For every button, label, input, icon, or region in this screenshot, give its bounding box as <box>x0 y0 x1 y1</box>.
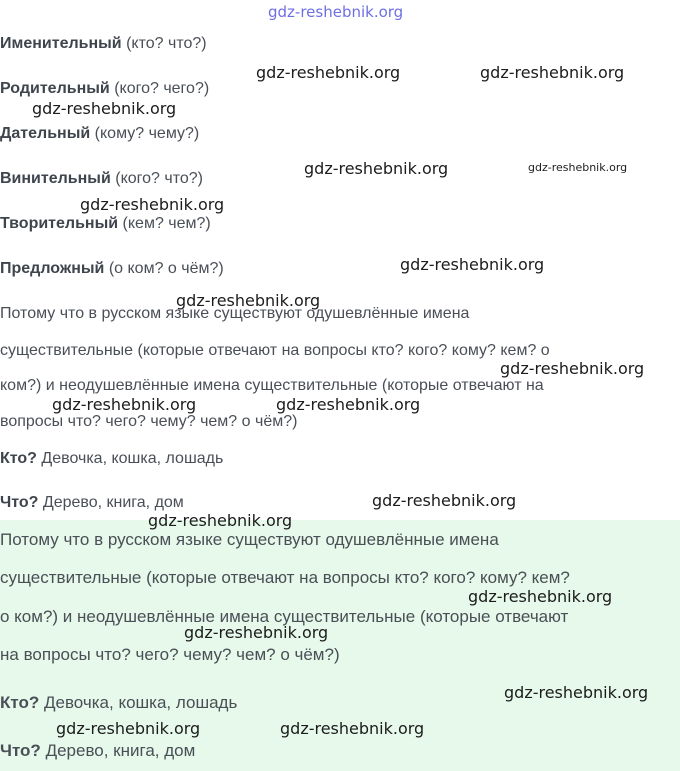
case-accusative <box>0 169 203 189</box>
highlight-line: существительные (которые отвечают на вопросы кто? кого? кому? кем? <box>0 568 570 587</box>
case-prepositional <box>0 259 224 279</box>
case-questions: (кому? чему?) <box>94 125 200 142</box>
case-name: Родительный <box>0 80 110 97</box>
watermark: gdz-reshebnik.org <box>268 3 404 21</box>
highlight-line: на вопросы что? чего? чему? чем? о чём?) <box>0 645 340 664</box>
watermark: gdz-reshebnik.org <box>400 255 545 274</box>
watermark: gdz-reshebnik.org <box>480 63 625 82</box>
highlight-what-examples <box>0 740 195 762</box>
what-examples <box>0 493 184 513</box>
highlight-line: Потому что в русском языке существуют одушевлённые имена <box>0 530 499 549</box>
answer-line: существительные (которые отвечают на вопросы кто? кого? кому? кем? о <box>0 342 550 359</box>
highlight-who-examples <box>0 692 237 714</box>
case-dative <box>0 124 199 144</box>
highlight-line: о ком?) и неодушевлённые имена существительные (которые отвечают <box>0 607 569 626</box>
what-examples-text: Дерево, книга, дом <box>42 494 184 511</box>
what-label: Что? <box>0 494 39 511</box>
watermark: gdz-reshebnik.org <box>500 359 645 378</box>
who-label: Кто? <box>0 693 40 712</box>
case-name: Винительный <box>0 170 111 187</box>
who-examples-text: Девочка, кошка, лошадь <box>43 693 238 712</box>
watermark: gdz-reshebnik.org <box>184 623 329 642</box>
case-nominative <box>0 34 207 54</box>
case-name: Предложный <box>0 260 105 277</box>
what-label: Что? <box>0 741 41 760</box>
watermark: gdz-reshebnik.org <box>372 491 517 510</box>
who-examples-text: Девочка, кошка, лошадь <box>41 450 224 467</box>
watermark: gdz-reshebnik.org <box>304 159 449 178</box>
watermark: gdz-reshebnik.org <box>256 63 401 82</box>
case-name: Творительный <box>0 215 119 232</box>
case-instrumental <box>0 214 211 234</box>
case-name: Именительный <box>0 35 122 52</box>
watermark: gdz-reshebnik.org <box>528 161 628 174</box>
who-label: Кто? <box>0 450 37 467</box>
watermark: gdz-reshebnik.org <box>56 719 201 738</box>
case-name: Дательный <box>0 125 91 142</box>
watermark: gdz-reshebnik.org <box>148 511 293 530</box>
watermark: gdz-reshebnik.org <box>176 291 321 310</box>
watermark: gdz-reshebnik.org <box>468 587 613 606</box>
answer-line: Потому что в русском языке существуют одушевлённые имена <box>0 305 470 322</box>
watermark: gdz-reshebnik.org <box>504 683 649 702</box>
case-questions: (кого? чего?) <box>114 80 210 97</box>
case-questions: (о ком? о чём?) <box>108 260 224 277</box>
answer-line: ком?) и неодушевлённые имена существительные (которые отвечают на <box>0 377 544 394</box>
case-questions: (кого? что?) <box>115 170 203 187</box>
what-examples-text: Дерево, книга, дом <box>45 741 196 760</box>
watermark: gdz-reshebnik.org <box>32 99 177 118</box>
watermark: gdz-reshebnik.org <box>280 719 425 738</box>
case-questions: (кем? чем?) <box>122 215 211 232</box>
who-examples <box>0 449 223 469</box>
case-questions: (кто? что?) <box>126 35 207 52</box>
watermark: gdz-reshebnik.org <box>80 195 225 214</box>
watermark: gdz-reshebnik.org <box>52 395 197 414</box>
case-genitive <box>0 79 209 99</box>
watermark: gdz-reshebnik.org <box>276 395 421 414</box>
answer-line: вопросы что? чего? чему? чем? о чём?) <box>0 413 298 430</box>
